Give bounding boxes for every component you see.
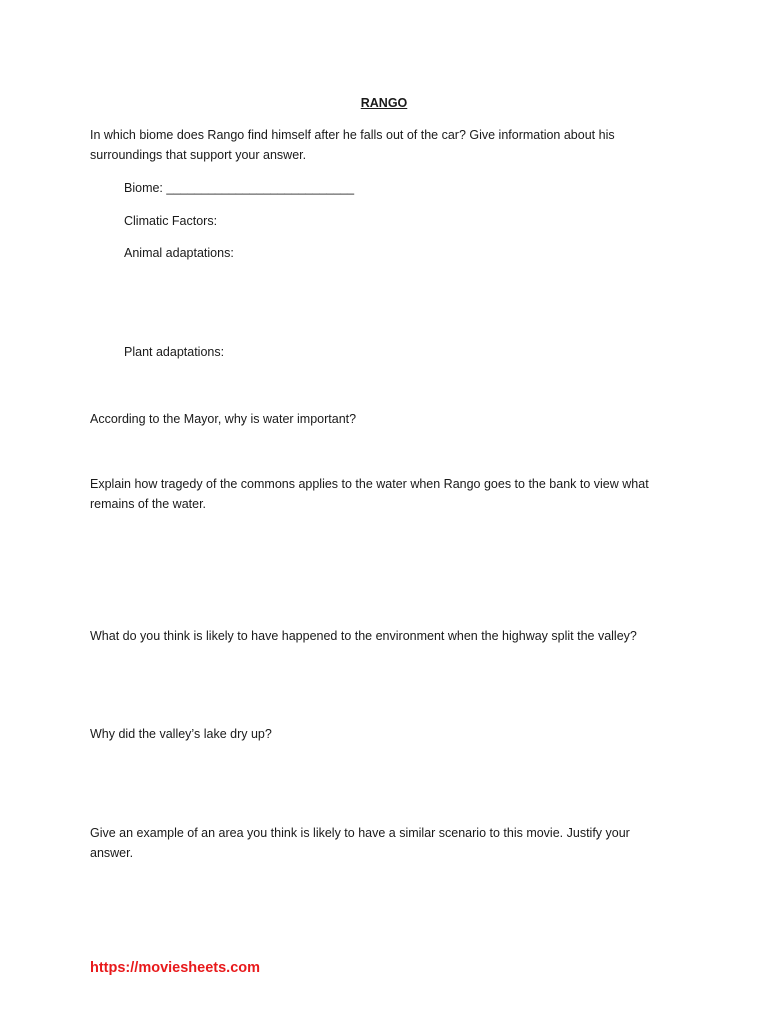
question-3-line-2: remains of the water.: [90, 497, 207, 511]
question-1-line-2: surroundings that support your answer.: [90, 148, 307, 162]
climatic-factors-label: Climatic Factors:: [124, 214, 218, 228]
biome-label: Biome: ___________________________: [124, 181, 355, 195]
question-6-line-2: answer.: [90, 846, 134, 860]
question-4: What do you think is likely to have happened to the environment when the highway split the valley?: [90, 629, 637, 643]
page-title: RANGO: [360, 96, 408, 110]
question-1-line-1: In which biome does Rango find himself after he falls out of the car? Give information about his: [90, 128, 615, 142]
question-5: Why did the valley’s lake dry up?: [90, 727, 272, 741]
animal-adaptations-label: Animal adaptations:: [124, 246, 234, 260]
plant-adaptations-label: Plant adaptations:: [124, 345, 225, 359]
question-3-line-1: Explain how tragedy of the commons applies to the water when Rango goes to the bank to view what: [90, 477, 649, 491]
question-2: According to the Mayor, why is water important?: [90, 412, 357, 426]
question-6-line-1: Give an example of an area you think is likely to have a similar scenario to this movie. Justify your: [90, 826, 630, 840]
moviesheets-link[interactable]: https://moviesheets.com: [90, 960, 261, 976]
